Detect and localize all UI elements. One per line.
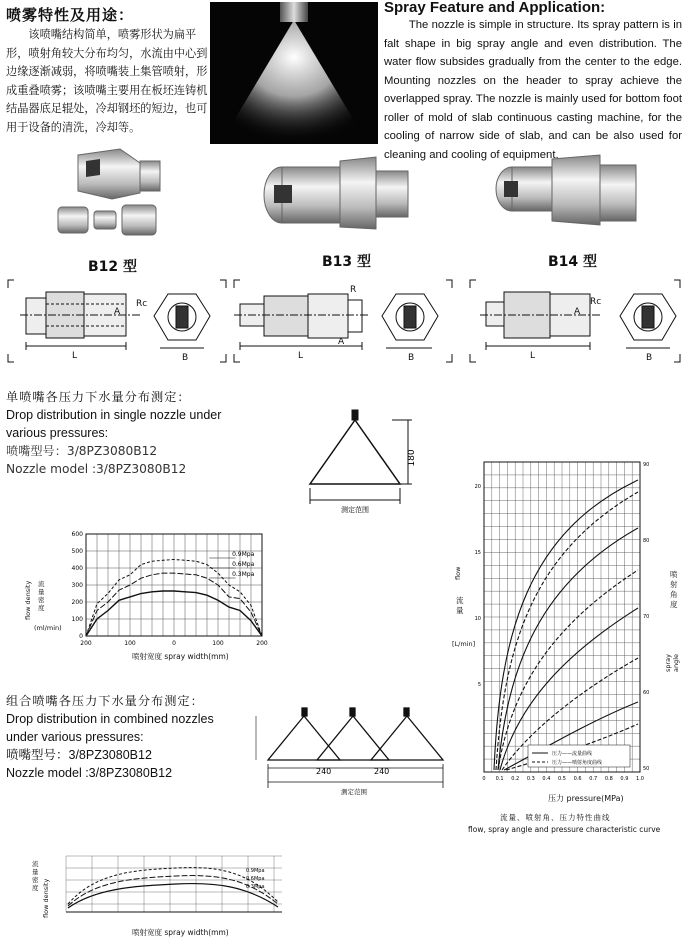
model-b13-label: B13 型 xyxy=(322,254,372,270)
x-tick-label: 0.8 xyxy=(604,776,613,782)
y-tick-label-left: 10 xyxy=(474,616,481,622)
combined-model-en: Nozzle model :3/8PZ3080B12 xyxy=(6,766,173,780)
curve-caption-cn: 流量、喷射角、压力特性曲线 xyxy=(500,813,611,822)
b12-image xyxy=(58,149,160,235)
feature-en-title: Spray Feature and Application: xyxy=(384,0,606,16)
dim-rc-b14: Rc xyxy=(590,297,602,307)
curve-line xyxy=(498,528,638,770)
curve-caption-en: flow, spray angle and pressure characteristic curve xyxy=(468,825,661,834)
y-tick-label: 100 xyxy=(71,616,83,623)
y-tick-label-left: 15 xyxy=(474,550,481,556)
single-range-label: 测定范围 xyxy=(341,506,369,514)
dim-a-b13: A xyxy=(338,337,345,347)
dim-l-b14: L xyxy=(530,351,536,361)
y-tick-label: 0 xyxy=(79,633,83,640)
x-tick-label: 200 xyxy=(80,640,92,647)
feature-en-body: The nozzle is simple in structure. Its spray pattern is in falt shape in big spray angle and even distribution. The water flow subsides gradually from the center to the edge. Mounting nozzles on the header to spray achieve the overlapped spray. The nozzle is mainly used for bottom foot roller of mold of slab continuous casting machine, for the cooling of narrow side of slab, and can be also used for cleaning and cooling of equipment. xyxy=(384,19,682,161)
combined-spacing-1: 240 xyxy=(316,767,332,776)
single-ylabel-en: flow density xyxy=(24,580,32,620)
x-tick-label: 0.1 xyxy=(495,776,504,782)
model-b12-label: B12 型 xyxy=(88,259,138,275)
combined-model-cn: 喷嘴型号：3/8PZ3080B12 xyxy=(6,748,152,762)
single-ylabel-cn: 流量密度 xyxy=(38,580,45,612)
combined-spray-diagram xyxy=(248,706,448,798)
single-heading-cn: 单喷嘴各压力下水量分布测定： xyxy=(6,390,191,404)
curve-ylabel-right-cn: 喷射角度 xyxy=(670,570,678,609)
x-tick-label: 0 xyxy=(482,776,486,782)
x-tick-label: 100 xyxy=(212,640,224,647)
y-tick-label-left: 5 xyxy=(477,682,481,688)
y-tick-label: 200 xyxy=(71,599,83,606)
combined-heading-en: Drop distribution in combined nozzles under various pressures: xyxy=(6,712,214,744)
x-tick-label: 0.5 xyxy=(558,776,566,782)
x-tick-label: 0.7 xyxy=(589,776,598,782)
combined-xlabel: 喷射宽度 spray width(mm) xyxy=(132,928,229,937)
single-model-en: Nozzle model :3/8PZ3080B12 xyxy=(6,462,187,476)
curve-ylabel-left-cn: 流量 xyxy=(456,596,464,615)
combined-series-2: 0.3Mpa xyxy=(246,884,265,890)
dim-l-b13: L xyxy=(298,351,304,361)
y-tick-label-right: 70 xyxy=(643,614,650,620)
combined-heading-cn: 组合喷嘴各压力下水量分布测定： xyxy=(6,694,204,708)
single-spray-diagram xyxy=(300,408,430,514)
x-tick-label: 0.6 xyxy=(573,776,582,782)
b14-image xyxy=(496,155,636,225)
y-tick-label: 400 xyxy=(71,565,83,572)
legend-label: 0.9Mpa xyxy=(232,551,255,558)
single-model-cn: 喷嘴型号：3/8PZ3080B12 xyxy=(6,444,158,458)
y-tick-label-right: 80 xyxy=(643,538,650,544)
single-heading-en: Drop distribution in single nozzle under various pressures: xyxy=(6,408,222,440)
single-height-label: 180 xyxy=(407,449,417,467)
dim-r-b13: R xyxy=(350,285,357,295)
combined-ylabel-en: flow density xyxy=(42,878,50,918)
dim-b-b12: B xyxy=(182,353,189,363)
dim-rc-b12: Rc xyxy=(136,299,148,309)
y-tick-label-right: 50 xyxy=(643,766,650,772)
dim-a-b14: A xyxy=(574,307,581,317)
combined-flow-chart xyxy=(56,852,292,918)
combined-range-label: 测定范围 xyxy=(341,788,367,796)
dim-b-b13: B xyxy=(408,353,415,363)
feature-cn-body: 该喷嘴结构简单，喷雾形状为扁平形，喷射角较大分布均匀，水流由中心到边缘逐渐减弱，将喷嘴装上集管喷射，形成重叠喷雾；该喷嘴主要用在板坯连铸机结晶器底足辊处，冷却钢坯的短边，也可用于设备的清洗，冷却等。 xyxy=(6,28,208,134)
curve-ylabel-left-en: flow xyxy=(454,566,462,580)
y-tick-label: 500 xyxy=(71,548,83,555)
x-tick-label: 0.3 xyxy=(526,776,535,782)
combined-series-0: 0.9Mpa xyxy=(246,868,265,874)
y-tick-label-left: 20 xyxy=(474,484,481,490)
single-xlabel: 喷射宽度 spray width(mm) xyxy=(132,652,229,661)
y-tick-label: 600 xyxy=(71,531,83,538)
x-tick-label: 0.2 xyxy=(511,776,520,782)
legend-label: 0.3Mpa xyxy=(232,571,255,578)
curve-ylabel-right-en: spray angle xyxy=(664,653,680,672)
feature-cn-title: 喷雾特性及用途： xyxy=(6,6,135,24)
x-tick-label: 1.0 xyxy=(636,776,644,782)
characteristic-curve-chart xyxy=(468,452,678,792)
curve-xlabel: 压力 pressure(MPa) xyxy=(548,794,624,803)
combined-ylabel-cn: 流量密度 xyxy=(32,860,39,892)
single-unit: (ml/min) xyxy=(34,624,62,632)
spray-photo xyxy=(210,2,378,144)
x-tick-label: 0.4 xyxy=(542,776,551,782)
combined-spacing-2: 240 xyxy=(374,767,390,776)
legend-label: 0.6Mpa xyxy=(232,561,255,568)
legend-label: 压力——喷射角度曲线 xyxy=(552,760,603,766)
combined-section-heading xyxy=(6,692,246,782)
b13-image xyxy=(264,157,408,229)
single-flow-chart xyxy=(30,530,270,660)
x-tick-label: 0 xyxy=(172,640,176,647)
dim-l-b12: L xyxy=(72,351,78,361)
technical-drawings xyxy=(0,274,686,370)
legend-label: 压力——流量曲线 xyxy=(552,751,593,757)
x-tick-label: 200 xyxy=(256,640,268,647)
dim-b-b14: B xyxy=(646,353,653,363)
y-tick-label-right: 90 xyxy=(643,462,650,468)
curve-unit-left: [L/min] xyxy=(452,640,476,648)
y-tick-label-right: 60 xyxy=(643,690,650,696)
combined-series-1: 0.6Mpa xyxy=(246,876,265,882)
x-tick-label: 100 xyxy=(124,640,136,647)
single-section-heading xyxy=(6,388,246,478)
dim-a-b12: A xyxy=(114,307,121,317)
model-b14-label: B14 型 xyxy=(548,254,598,270)
x-tick-label: 0.9 xyxy=(620,776,629,782)
y-tick-label: 300 xyxy=(71,582,83,589)
